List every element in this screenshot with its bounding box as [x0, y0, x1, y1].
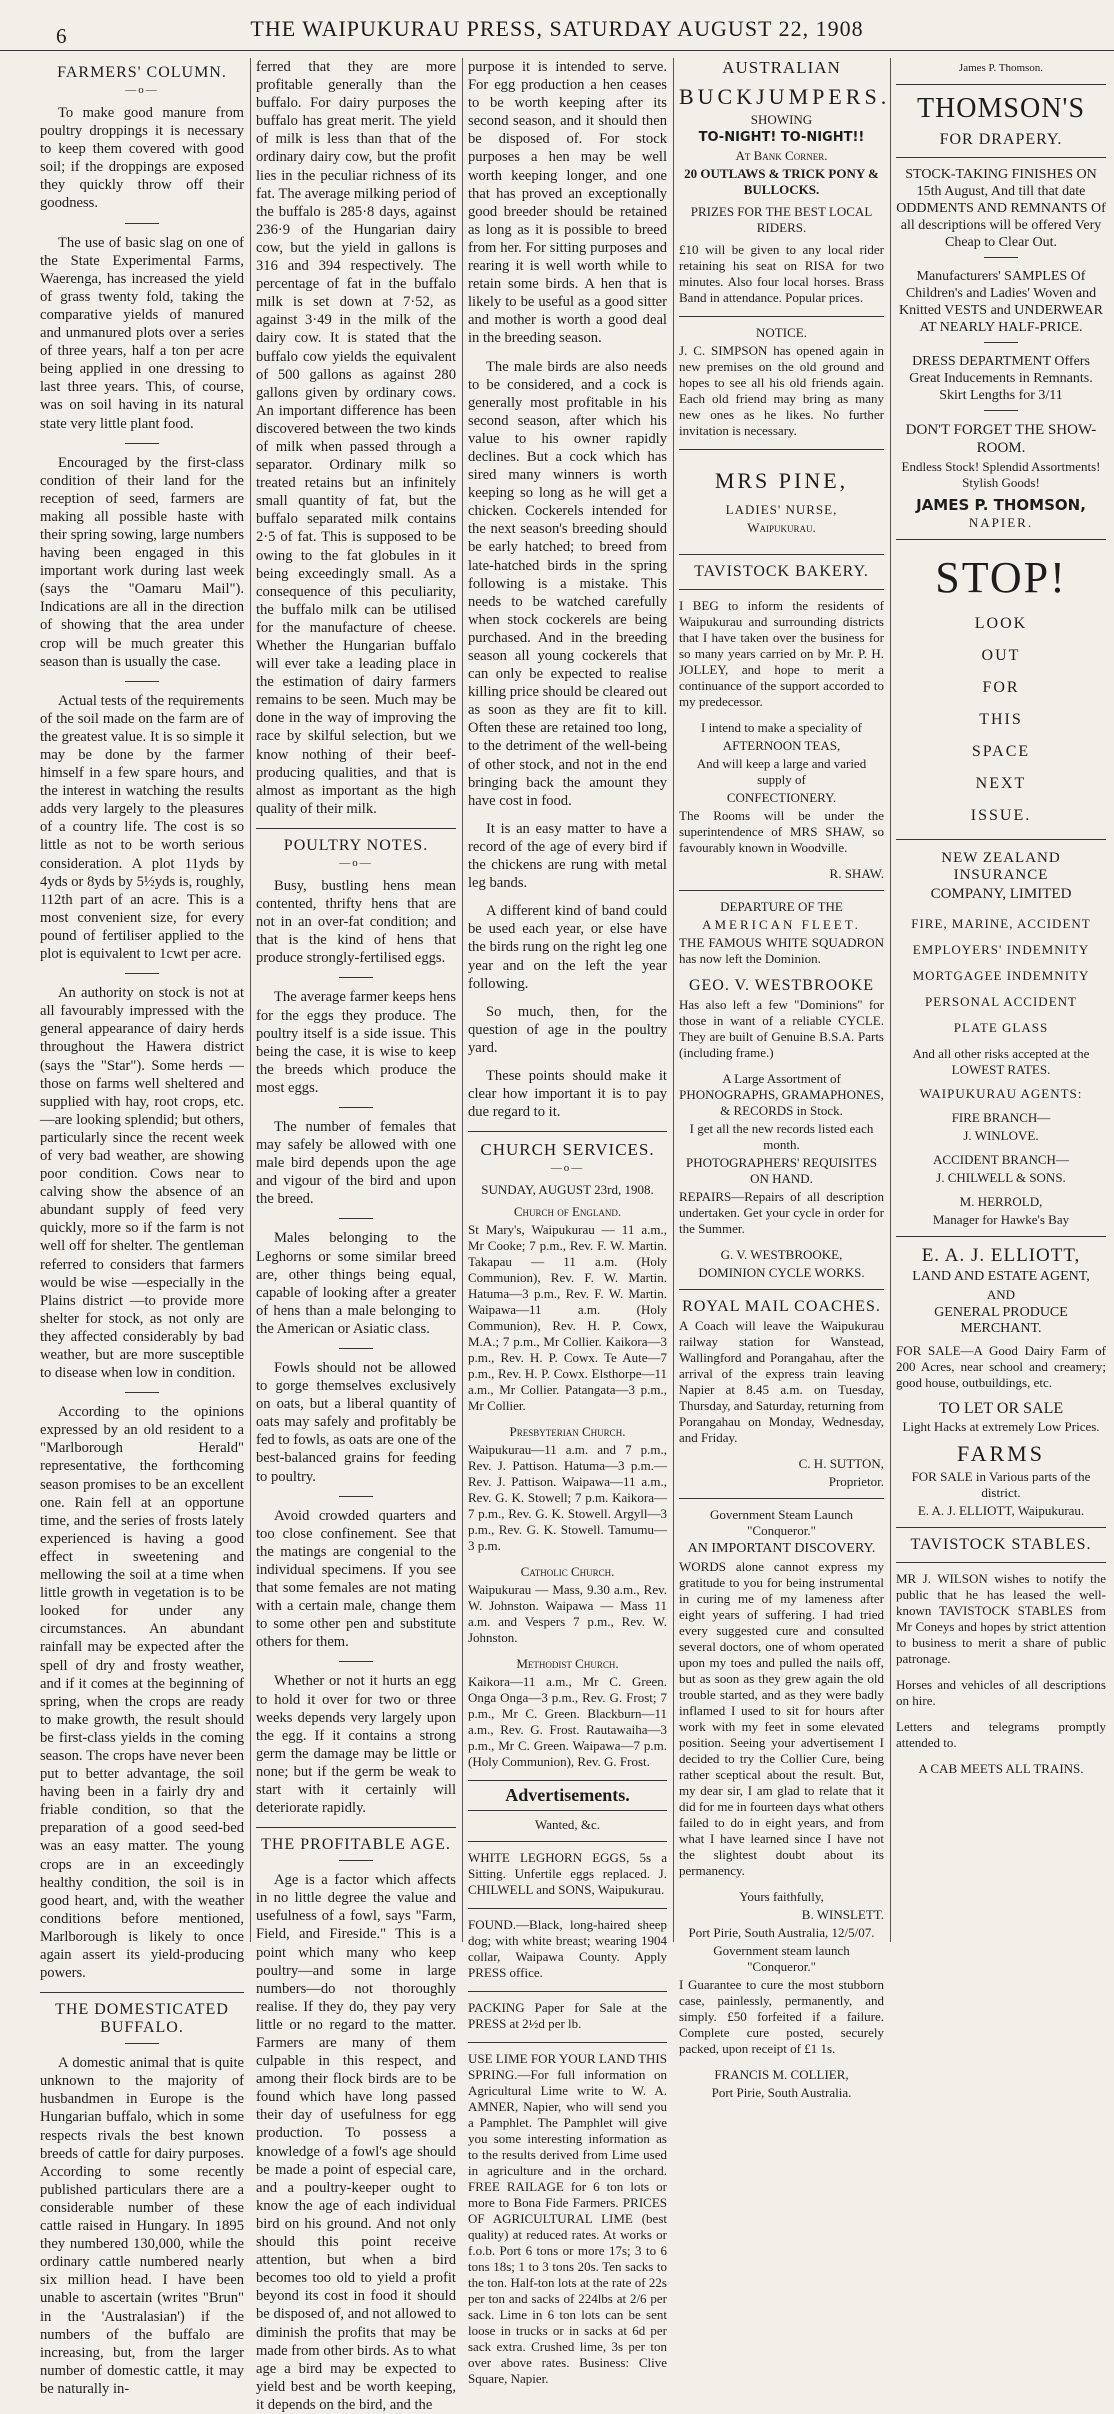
divider: [125, 1392, 159, 1393]
ad-body: FOR SALE—A Good Dairy Farm of 200 Acres, near school and creamery; good house, outbuildings, etc.: [896, 1343, 1106, 1390]
ad-signature: NAPIER.: [968, 515, 1034, 530]
ad-signature: Port Pirie, South Australia.: [711, 2085, 852, 2100]
divider: [679, 1289, 884, 1290]
church-subhead: Presbyterian Church.: [509, 1424, 626, 1440]
ad-signature: JAMES P. THOMSON,: [916, 496, 1086, 514]
article-paragraph: Avoid crowded quarters and too close confinement. See that the matings are congenial to the individual specimens. If you see that some females are not mating with a certain male, change them to some other pen and substitute others for them.: [256, 1507, 456, 1651]
column-rule: [462, 58, 463, 1942]
ad-line: Government Steam Launch "Conqueror.": [710, 1507, 853, 1538]
ad-body: A Coach will leave the Waipukurau railway station for Wanstead, Wallingford and Porangahau, after the arrival of the express train leaving Napier at 8.45 a.m. on Tuesday, Thursday, and Saturday, returning from Porangahau on Monday, Wednesday, and Friday.: [679, 1318, 884, 1445]
ad-signature: FRANCIS M. COLLIER,: [714, 2067, 849, 2082]
ads-subhead: Wanted, &c.: [534, 1817, 600, 1833]
insurance-line: MORTGAGEE INDEMNITY: [912, 968, 1090, 983]
ad-heading: TAVISTOCK STABLES.: [910, 1536, 1092, 1553]
ad-body: I BEG to inform the residents of Waipukurau and surrounding districts that I have taken over the business for so many years carried on by Mr. P. H. JOLLEY, and hope to merit a continuance of the support accorded to my predecessor.: [679, 598, 884, 709]
ad-signature: M. HERROLD,: [959, 1194, 1043, 1209]
ad-body: REPAIRS—Repairs of all description undertaken. Get your cycle in order for the Summer.: [679, 1189, 884, 1236]
ad-line: PRIZES FOR THE BEST LOCAL RIDERS.: [690, 204, 873, 235]
ad-line: Waipukurau.: [747, 520, 816, 535]
divider: [679, 554, 884, 555]
article-paragraph: A domestic animal that is quite unknown to the majority of husbandmen in Europe is the Hungarian buffalo, which in some respects rivals the best known breeds of cattle for dairy purposes. According to some recently published particulars there are a considerable number of these cattle raised in Hungary. In 1895 they numbered 130,000, while the ordinary cattle numbered nearly six million head. I have been unable to ascertain (writes "Brun" in the 'Australasian') if the numbers of the buffalo are increasing, but, from the larger number of domestic cattle, it may be naturally in-: [40, 2055, 244, 2397]
divider: [256, 1827, 456, 1828]
ad-credit: James P. Thomson.: [958, 62, 1044, 74]
article-paragraph: Males belonging to the Leghorns or some similar breed are, other things being equal, capable of looking after a greater of hens than a male belonging to the American or Asiatic class.: [256, 1230, 456, 1337]
divider: [896, 1562, 1106, 1563]
ad-line: PHOTOGRAPHERS' REQUISITES ON HAND.: [686, 1155, 877, 1186]
church-listing: Waipukurau — Mass, 9.30 a.m., Rev. W. Johnston. Waipawa — Mass 11 a.m. and Vespers 7 p.m., Rev. W. Johnston.: [468, 1582, 667, 1646]
ornament: —o—: [550, 1162, 585, 1175]
ad-line: And will keep a large and varied supply of: [696, 756, 867, 787]
ad-line: AFTERNOON TEAS,: [722, 738, 841, 753]
ad-body: WORDS alone cannot express my gratitude to you for being instrumental in curing me of my lameness after eight years of suffering. I had tried every suggested cure and consulted several doctors, one of whom operated upon my toes and pulled the nails off, but as soon as they grew again the old trouble started, and as they were badly inflamed I used to sit for hours after work with my feet in some elevated position. Seeing your advertisement I decided to try the Collier Cure, being rather sceptical about the result. But, my dear sir, I am glad to relate that it did for me in fourteen days what others failed to do in eight years, and from what I have learned since I have not the slightest doubt about its permanency.: [679, 1559, 884, 1878]
ad-heading: NEW ZEALAND INSURANCE: [941, 850, 1061, 883]
ad-heading: E. A. J. ELLIOTT,: [921, 1245, 1081, 1266]
ad-line: AND: [986, 1287, 1016, 1302]
article-paragraph: To make good manure from poultry droppings it is necessary to keep them covered with good soil; if the droppings are exposed they quickly throw off their goodness.: [40, 105, 244, 212]
article-paragraph: The number of females that may safely be allowed with one male bird depends upon the age and vigour of the bird and upon the breed.: [256, 1118, 456, 1208]
column-rule: [890, 58, 891, 1942]
divider: [468, 1131, 667, 1132]
ad-subheading: LAND AND ESTATE AGENT,: [912, 1269, 1090, 1284]
article-paragraph: An authority on stock is not at all favourably impressed with the general appearance of dairy herds throughout the Hawera district (says the "Star"). Some herds —those on farms well sheltered and supplied with hay, root crops, etc.—are looking splendid; but others, particularly since the recent week of very bad weather, are showing poor condition. Cows near to calving show the absence of an abundant supply of feed very quickly, more so if the farm is not well off for shelter. The gentleman referred to considers that farmers would be wise —especially in the Plains district —to provide more shelter for stock, as not only are they affected considerably by bad weather, but are more susceptible to disease when low in condition.: [40, 985, 244, 1382]
church-listing: Waipukurau—11 a.m. and 7 p.m., Rev. J. Pattison. Hatuma—3 p.m.—Rev. J. Pattison. Waipawa—11 a.m., Rev. G. K. Stowell; 7 p.m. Kaikora—7 p.m., Rev. G. K. Stowell. Argyll—3 p.m., Rev. G. K. Stowell. Tamumu—3 p.m.: [468, 1442, 667, 1554]
stop-lines: [896, 615, 1106, 825]
divider: [679, 589, 884, 590]
ad-body: STOCK-TAKING FINISHES ON 15th August, And till that date ODDMENTS AND REMNANTS Of all descriptions will be offered Very Cheap to Clear Out.: [896, 167, 1106, 250]
ad-signature: E. A. J. ELLIOTT, Waipukurau.: [917, 1503, 1085, 1518]
divider: [984, 257, 1018, 258]
divider: [984, 342, 1018, 343]
column-notices: [679, 58, 891, 2100]
insurance-line: FIRE, MARINE, ACCIDENT: [911, 916, 1091, 931]
ad-line: TO-NIGHT! TO-NIGHT!!: [698, 130, 865, 145]
divider: [679, 316, 884, 317]
column-poultry: [256, 58, 456, 2413]
divider: [468, 1908, 667, 1909]
ad-line: Government steam launch "Conqueror.": [713, 1943, 850, 1974]
insurance-line: EMPLOYERS' INDEMNITY: [912, 942, 1090, 957]
ad-body: The Rooms will be under the superintendence of MRS SHAW, so favourably known in Woodville.: [679, 808, 884, 855]
article-paragraph: Age is a factor which affects in no little degree the value and usefulness of a fowl, says "Farm, Field, and Fireside." This is a point which many who keep poultry—and some in large numbers—do not thoroughly realise. If they do, they pay very little or no regard to the matter. Farmers are many of them culpable in this respect, and among their flock birds are to be found which have long passed their day of usefulness for egg production. To possess a knowledge of a fowl's age should be made a point of especial care, and a poultry-keeper ought to know the age of each individual bird on his ground. And not only should this point receive attention, but when a bird becomes too old to yield a profit beyond its cost in food it should be disposed of, and not allowed to diminish the profits that may be made from other birds. As to what age a bird may be expected to yield best and be worth keeping, it depends on the bird, and the: [256, 1872, 456, 2413]
divider: [896, 1236, 1106, 1237]
classified-ad: FOUND.—Black, long-haired sheep dog; with white breast; wearing 1904 collar, Waipawa County. Apply PRESS office.: [468, 1917, 667, 1981]
ad-body: DON'T FORGET THE SHOW-ROOM.: [905, 422, 1097, 456]
ad-line: FIRE BRANCH—: [951, 1110, 1051, 1125]
divider: [896, 1527, 1106, 1528]
insurance-lines: [896, 916, 1106, 1036]
ad-heading: AN IMPORTANT DISCOVERY.: [687, 1541, 876, 1556]
ad-subheading: FOR DRAPERY.: [939, 131, 1063, 148]
column-farmers: [40, 58, 244, 2397]
column-rule: [673, 58, 674, 1942]
ad-line: I get all the new records listed each month.: [689, 1121, 874, 1152]
classified-ad: PACKING Paper for Sale at the PRESS at 2½d per lb.: [468, 2000, 667, 2032]
stop-line: LOOK: [974, 615, 1028, 632]
insurance-line: PERSONAL ACCIDENT: [925, 994, 1077, 1009]
stop-line: ISSUE.: [970, 807, 1032, 824]
ad-body: Light Hacks at extremely Low Prices.: [902, 1419, 1100, 1434]
divider: [125, 223, 159, 224]
divider: [339, 1348, 373, 1349]
ad-line: Port Pirie, South Australia, 12/5/07.: [688, 1925, 875, 1940]
ad-heading: DEPARTURE OF THE: [720, 899, 843, 914]
ad-subheading: COMPANY, LIMITED: [930, 886, 1072, 902]
ad-heading: GEO. V. WESTBROOKE: [688, 977, 875, 994]
stop-line: SPACE: [971, 743, 1031, 760]
stop-line: NEXT: [975, 775, 1027, 792]
article-paragraph: These points should make it clear how important it is to pay due regard to it.: [468, 1067, 667, 1121]
divider: [125, 443, 159, 444]
ad-body: Horses and vehicles of all descriptions on hire.: [896, 1677, 1106, 1708]
divider: [679, 890, 884, 891]
ad-line: J. WINLOVE.: [963, 1128, 1039, 1143]
article-paragraph: Actual tests of the requirements of the soil made on the farm are of the greatest value. It is so simple it may be done by the farmer himself in a few spare hours, and the interest in watching the results adds very largely to the pleasures of a country life. The cost is so little as not to be worth serious consideration. A plot 11yds by 4yds or 8yds by 5½yds is, roughly, 112th part of an acre. This is a most convenient size, for every pound of fertiliser applied to the plot is equivalent to 1cwt per acre.: [40, 692, 244, 963]
article-paragraph: Encouraged by the first-class condition of their land for the reception of seed, farmers are making all possible haste with their spring sowing, large numbers having been engaged in this important work during last week (says the "Oamaru Mail"). Indications are all in the direction of showing that the area under crop will be much greater this season than is usually the case.: [40, 454, 244, 670]
ad-body: FOR SALE in Various parts of the district.: [911, 1469, 1091, 1500]
divider: [896, 539, 1106, 540]
article-paragraph: Busy, bustling hens mean contented, thrifty hens that are not in an over-fat condition; and that is the kind of hens that produce strongly-fertilised eggs.: [256, 877, 456, 967]
ornament: —o—: [125, 84, 159, 96]
divider: [896, 157, 1106, 158]
section-heading: POULTRY NOTES.: [283, 836, 429, 854]
ad-heading: MRS PINE,: [714, 468, 849, 493]
ad-signature: DOMINION CYCLE WORKS.: [698, 1265, 865, 1280]
ad-line: A CAB MEETS ALL TRAINS.: [918, 1761, 1084, 1776]
masthead-title: THE WAIPUKURAU PRESS, SATURDAY AUGUST 22, 1908: [250, 16, 864, 41]
church-date: SUNDAY, AUGUST 23rd, 1908.: [481, 1182, 654, 1198]
masthead: [0, 0, 1114, 51]
ad-signature: R. SHAW.: [829, 866, 884, 881]
ad-line: WAIPUKURAU AGENTS:: [919, 1086, 1083, 1101]
church-listing: St Mary's, Waipukurau — 11 a.m., Mr Cooke; 7 p.m., Rev. F. W. Martin. Takapau — 11 a.m. (Holy Communion), Rev. F. W. Martin. Hatuma—3 p.m., Rev. F. W. Martin. Waipawa—11 a.m. (Holy Communion), Rev. H. P. Cowx, M.A.; 7 p.m., Mr Collier. Kaikora—3 p.m., Rev. H. P. Cowx. Te Aute—7 p.m., Rev. H. P. Cowx. Elsthorpe—11 a.m., Mr Collier. Patangata—3 p.m., Mr Collier.: [468, 1222, 667, 1414]
ad-body: Letters and telegrams promptly attended to.: [896, 1719, 1106, 1750]
column-advertisements: [896, 58, 1106, 1942]
ad-body: Manufacturers' SAMPLES Of Children's and Ladies' Woven and Knitted VESTS and UNDERWEAR AT NEARLY HALF-PRICE.: [899, 269, 1103, 335]
article-paragraph: So much, then, for the question of age in the poultry yard.: [468, 1003, 667, 1056]
divider: [468, 1841, 667, 1842]
section-heading: THE PROFITABLE AGE.: [261, 1836, 451, 1854]
divider: [339, 1661, 373, 1662]
ad-signature: B. WINSLETT.: [801, 1907, 884, 1922]
ad-line: I intend to make a speciality of: [700, 720, 862, 735]
church-subhead: Methodist Church.: [516, 1656, 619, 1672]
column-rule: [250, 58, 251, 1942]
article-paragraph: A different kind of band could be used each year, or else have the birds rung on the right leg one year and on the left the year following.: [468, 903, 667, 992]
divider: [339, 977, 373, 978]
stop-line: THIS: [979, 711, 1023, 728]
divider: [125, 973, 159, 974]
ad-heading: FARMS: [957, 1441, 1045, 1466]
ad-heading: AUSTRALIAN: [722, 58, 841, 77]
ad-heading: ROYAL MAIL COACHES.: [682, 1298, 881, 1315]
article-paragraph: purpose it is intended to serve. For egg production a hen ceases to be worth keeping after its second season, and it should then be disposed of. For stock purposes a hen may be well worth keeping longer, and one that has proved an exceptionally good breeder should be retained as long as it is possible to breed from her. For sitting purposes and rearing it is well worth while to retain some birds. A hen that is likely to be useful as a good sitter and mother is worth a good deal in the breeding season.: [468, 59, 667, 347]
advertisements-banner: Advertisements.: [468, 1780, 667, 1811]
divider: [125, 681, 159, 682]
ad-line: Yours faithfully,: [739, 1889, 824, 1904]
ad-heading: TO LET OR SALE: [938, 1400, 1064, 1417]
ad-line: CONFECTIONERY.: [726, 790, 837, 805]
ad-subheading: GENERAL PRODUCE MERCHANT.: [934, 1305, 1068, 1336]
divider: [679, 1498, 884, 1499]
ad-body: J. C. SIMPSON has opened again in new premises on the old ground and hopes to see all his old friends again. Each old friend may bring as many new ones as he likes. No further invitation is necessary.: [679, 343, 884, 438]
column-church-ads: [468, 58, 667, 2387]
ad-heading: NOTICE.: [756, 325, 807, 340]
ad-signature: G. V. WESTBROOKE,: [720, 1247, 843, 1262]
article-paragraph: The male birds are also needs to be considered, and a cock is generally most profitable in his second season, after which his value to his owner rapidly declines. But a cock which has sired many winners is worth keeping so long as he will get a chicken. Cockerels intended for the next season's breeding should be early hatched; to breed from late-hatched birds in the spring following is a mistake. This needs to be watched carefully when stock cockerels are being purchased. And in the breeding season all young cockerels that can only be expected to realise killing price should be cleared out as soon as they are fit to kill. Often these are retained too long, to the detriment of the well-being of other stock, and not in the end bringing back the amount they have cost in food.: [468, 358, 667, 809]
divider: [468, 2042, 667, 2043]
divider: [984, 410, 1018, 411]
divider: [339, 1218, 373, 1219]
classified-ad: WHITE LEGHORN EGGS, 5s a Sitting. Unfertile eggs replaced. J. CHILWELL and SONS, Waipukurau.: [468, 1850, 667, 1898]
ornament: —o—: [339, 856, 373, 869]
section-heading: THE DOMESTICATED BUFFALO.: [55, 2001, 229, 2037]
divider: [468, 1991, 667, 1992]
section-heading: FARMERS' COLUMN.: [57, 64, 227, 81]
ad-body: I Guarantee to cure the most stubborn case, painlessly, permanently, and simply. £50 forfeited if a failure. Complete cure posted, securely packed, upon receipt of £1 1s.: [679, 1977, 884, 2056]
classified-ad: USE LIME FOR YOUR LAND THIS SPRING.—For full information on Agricultural Lime write to W. A. AMNER, Napier, who will send you a Pamphlet. The Pamphlet will give you some interesting information as to the results derived from Lime used in agriculture and in the orchard. FREE RAILAGE for 6 ton lots or more to Bona Fide Farmers. PRICES OF AGRICULTURAL LIME (best quality) at reduced rates. At works or f.o.b. Port 6 tons or more 17s; 3 to 6 tons 18s; 1 to 3 tons 20s. Ten sacks to the ton. Half-ton lots at the rate of 22s per ton and sacks of 224lbs at 2/6 per sack. Lime in 6 ton lots can be sent loose in trucks or in sacks at 6d per sack extra. Crushed lime, 3s per ton over above rates. Business: Clive Square, Napier.: [468, 2051, 667, 2387]
divider: [256, 828, 456, 829]
divider: [896, 84, 1106, 85]
stop-banner: STOP!: [935, 553, 1067, 602]
ad-signature: Proprietor.: [828, 1474, 884, 1489]
article-paragraph: Whether or not it hurts an egg to hold it over for two or three weeks depends very largely upon the egg. If it contains a strong germ the damage may be little or none; but if the germ be weak to start with it certainly will deteriorate rapidly.: [256, 1673, 456, 1817]
church-subhead: Church of England.: [513, 1204, 622, 1220]
ad-line: SHOWING: [750, 112, 813, 127]
ad-heading: TAVISTOCK BAKERY.: [694, 563, 869, 580]
ad-body: THE FAMOUS WHITE SQUADRON has now left the Dominion.: [679, 935, 884, 966]
ad-signature: Manager for Hawke's Bay: [932, 1212, 1070, 1227]
ad-heading: BUCKJUMPERS.: [679, 84, 891, 109]
divider: [339, 1860, 373, 1861]
church-listing: Kaikora—11 a.m., Mr C. Green. Onga Onga—3 p.m., Rev. G. Frost; 7 p.m., Mr C. Green. Blackburn—11 a.m., Rev. G. Frost. Rautawaiha—3 p.m., Mr C. Green. Waipawa—7 p.m. (Holy Communion), Rev. G. Frost.: [468, 1674, 667, 1770]
stop-line: OUT: [981, 647, 1021, 664]
ad-line: ACCIDENT BRANCH—: [933, 1152, 1069, 1167]
ad-line: A Large Assortment of PHONOGRAPHS, GRAMAPHONES, & RECORDS in Stock.: [679, 1071, 884, 1118]
article-paragraph: The use of basic slag on one of the State Experimental Farms, Waerenga, has increased the yield of grass twenty fold, taking the comparative yields of manured and unmanured plots over a series of three years, half a ton per acre being applied in one dressing to last three years. This, of course, was on soil having in its natural state very little plant food.: [40, 234, 244, 432]
article-paragraph: According to the opinions expressed by an old resident to a "Marlborough Herald" representative, the forthcoming season promises to be an excellent one. Rain fell at an opportune time, and the series of frosts lately experienced is having a good effect in sweetening and mellowing the soil at a time when little growth in vegetation is to be looked for under any circumstances. An abundant rainfall may be expected after the spell of dry and frosty weather, and if it comes at the beginning of spring, when the crops are ready to make growth, the result should be first-class yields in the coming season. The crops have never been put to better advantage, the soil having been in a fairly dry and friable condition, so that the preparation of a good seed-bed was an easy matter. The young crops are in an exceedingly healthy condition, the soil is in good heart, and, with the weather conditions before mentioned, Marlborough is likely to once again assert its yield-producing powers.: [40, 1404, 244, 1982]
divider: [896, 839, 1106, 840]
ad-body: And all other risks accepted at the LOWEST RATES.: [912, 1046, 1090, 1077]
article-paragraph: The average farmer keeps hens for the eggs they produce. The poultry itself is a side issue. This being the case, it is wise to keep the breeds which produce the most eggs.: [256, 989, 456, 1096]
church-subhead: Catholic Church.: [520, 1564, 615, 1580]
divider: [125, 2043, 159, 2044]
article-paragraph: ferred that they are more profitable generally than the buffalo. For dairy purposes the buffalo has great merit. The yield of milk is less than that of the ordinary dairy cow, but the profit lies in the peculiar richness of its fat. The average milking period of the buffalo is 285·8 days, against 236·9 of the Hungarian dairy cow, but the yield in gallons is 316 and 394 respectively. The percentage of fat in the buffalo milk is set down at 7·52, as against 3·49 in the milk of the dairy cow. It is stated that the buffalo cow yields the equivalent of 500 gallons as against 280 gallons given by ordinary cows. An important difference has been discovered between the two kinds of milk when passed through a separator. Ordinary milk so treated retains but an infinitely small quantity of fat, but the buffalo separated milk contains 2·5 of fat. This is supposed to be owing to the fat globules in it being exceedingly small. As a consequence of this peculiarity, the buffalo milk can be utilised for the manufacture of cheese. Whether the Hungarian buffalo will ever take a leading place in the estimation of dairy farmers remains to be seen. Much may be done in the way of improving the race by skilful selection, but we know nothing of their beef-producing qualities, and that is almost as important as the high quality of their milk.: [256, 59, 456, 817]
article-paragraph: Fowls should not be allowed to gorge themselves exclusively on oats, but a liberal quantity of oats may safely and profitably be fed to fowls, as oats are one of the best-balanced grains for feeding to poultry.: [256, 1360, 456, 1485]
ad-body: MR J. WILSON wishes to notify the public that he has leased the well-known TAVISTOCK STABLES from Mr Coneys and hopes by strict attention to business to merit a share of public patronage.: [896, 1571, 1106, 1666]
ad-heading: THOMSON'S: [916, 93, 1086, 124]
ad-body: DRESS DEPARTMENT Offers Great Inducements in Remnants. Skirt Lengths for 3/11: [909, 354, 1093, 403]
ad-body: £10 will be given to any local rider retaining his seat on RISA for two minutes. Also four local horses. Brass Band in attendance. Popular prices.: [679, 242, 884, 305]
divider: [339, 1496, 373, 1497]
page-number: 6: [56, 24, 67, 48]
insurance-line: PLATE GLASS: [953, 1020, 1049, 1035]
ad-body: Has also left a few "Dominions" for those in want of a reliable CYCLE. They are built of Genuine B.S.A. Parts (including frame.): [679, 997, 884, 1060]
ad-line: At Bank Corner.: [735, 148, 828, 163]
ad-body: Endless Stock! Splendid Assortments! Stylish Goods!: [901, 459, 1101, 490]
section-heading: CHURCH SERVICES.: [480, 1140, 655, 1160]
ad-line: LADIES' NURSE,: [725, 502, 838, 517]
ad-heading: AMERICAN FLEET.: [702, 917, 861, 932]
ad-line: 20 OUTLAWS & TRICK PONY & BULLOCKS.: [684, 166, 879, 197]
ad-line: J. CHILWELL & SONS.: [936, 1170, 1066, 1185]
divider: [339, 1107, 373, 1108]
article-paragraph: It is an easy matter to have a record of the age of every bird if the chickens are rung with metal leg bands.: [468, 820, 667, 892]
stop-line: FOR: [982, 679, 1020, 696]
divider: [679, 449, 884, 450]
divider: [40, 1992, 244, 1993]
ad-signature: C. H. SUTTON,: [798, 1456, 884, 1471]
